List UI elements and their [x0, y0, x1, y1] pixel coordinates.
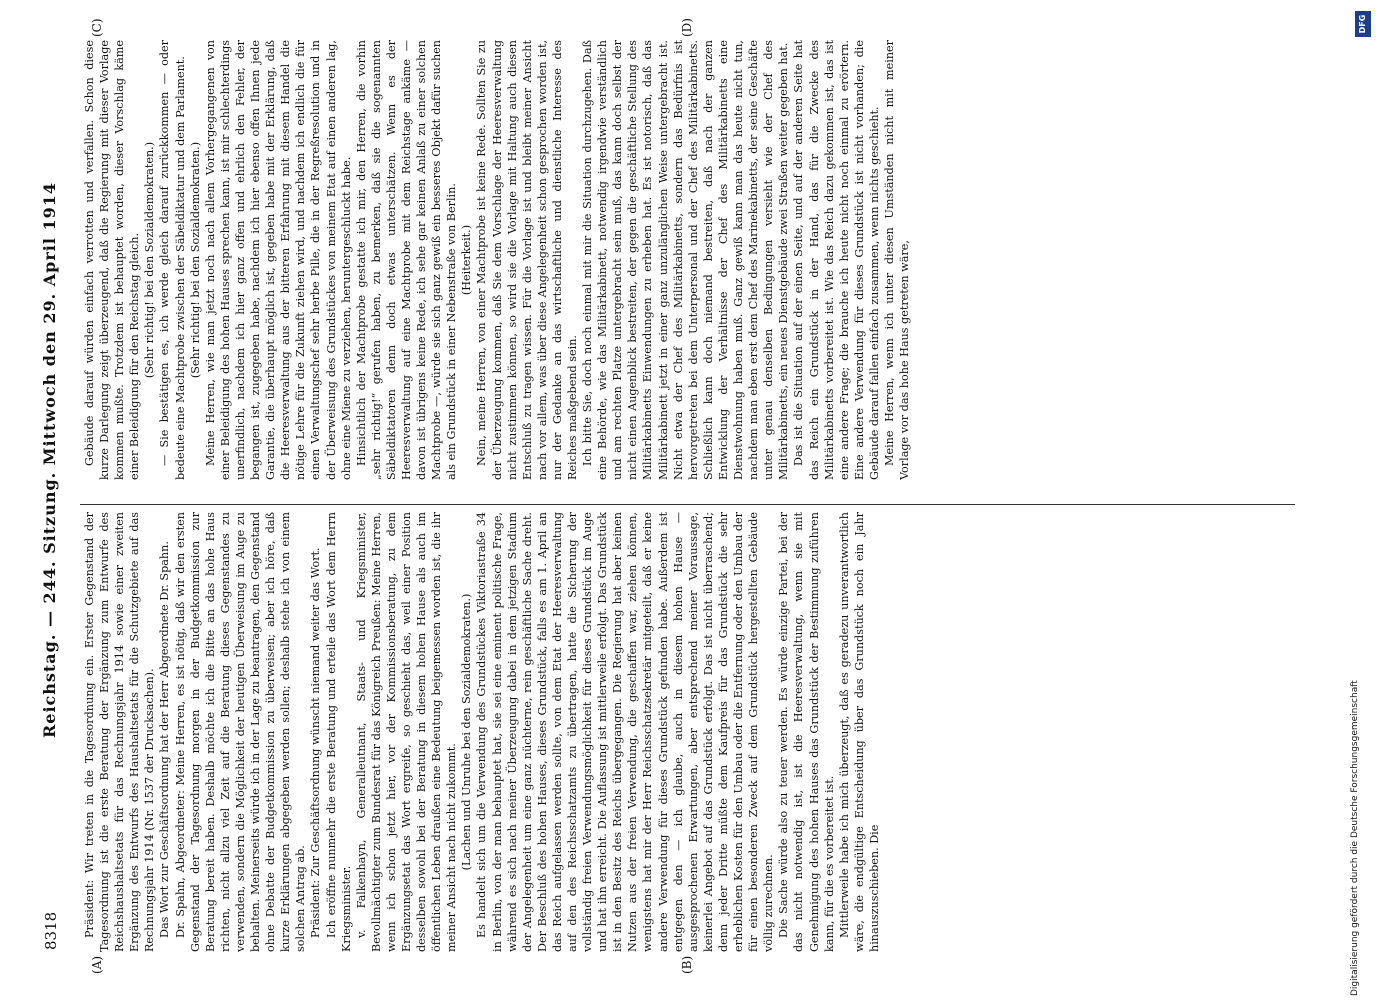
- paragraph: Gebäude darauf würden einfach verrotten und verfallen. Schon diese kurze Darlegung zeigt überzeugend, daß die Regierung mit dieser Vorlage kommen mußte. Trotzdem ist behauptet worden, dieser Vorschlag käme einer Beleidigung für den Reichstag gleich.: [83, 40, 142, 480]
- paragraph: Nein, meine Herren, von einer Machtprobe ist keine Rede. Sollten Sie zu der Überzeugung kommen, daß Sie dem Vorschlage der Heeresverwaltung nicht zustimmen können, so wird sie die Vorlage mit Haltung auch diesen Entschluß zu tragen wissen. Für die Vorlage ist und bleibt meiner Ansicht nach vor allem, was über diese Angelegenheit schon gesprochen worden ist, nur der Gedanke an das wirtschaftliche und dienstliche Interesse des Reiches maßgebend sein.: [475, 40, 579, 480]
- paragraph: (Sehr richtig! bei den Sozialdemokraten.): [143, 141, 157, 379]
- paragraph: Das Wort zur Geschäftsordnung hat der Herr Abgeordnete Dr. Spahn.: [158, 541, 172, 938]
- paragraph: Hinsichtlich der Machtprobe gestatte ich mir, den Herren, die vorhin „sehr richtig!“ gerufen haben, zu bemerken, daß sie die sogenannten Säbeldiktatoren denn doch etwas unterschätzen. Wenn es der Heeresverwaltung auf eine Machtprobe mit dem Reichstage ankäme — davon ist übrigens keine Rede, ich sehe gar keinen Anlaß zu einer solchen Machtprobe —, würde sie sich ganz gewiß ein besseres Objekt dafür suchen als ein Grundstück in einer Nebenstraße von Berlin.: [354, 40, 459, 480]
- paragraph: (Sehr richtig! bei den Sozialdemokraten.): [188, 141, 202, 379]
- running-title: Reichstag. — 244. Sitzung. Mittwoch den 29. April 1914: [40, 181, 59, 739]
- paragraph: Dr. Spahn, Abgeordneter: Meine Herren, es ist nötig, daß wir den ersten Gegenstand der Tagesordnung morgen in der Budgetkommission zur Beratung bereit haben. Deshalb möchte ich die Bitte an das hohe Haus richten, nicht allzu viel Zeit auf die Beratung dieses Gegenstandes zu verwenden, sondern die Möglichkeit der heutigen Überweisung im Auge zu behalten. Meinerseits würde ich in der Lage zu beantragen, den Gegenstand ohne Debatte der Budgetkommission zu überweisen; aber ich höre, daß kurze Erklärungen abgegeben werden sollen; deshalb stehe ich von einem solchen Antrag ab.: [173, 512, 308, 952]
- margin-mark-c: (C): [90, 18, 104, 37]
- paragraph: Meine Herren, wie man jetzt noch nach allem Vorhergegangenen von einer Beleidigung des hohen Hauses sprechen kann, ist mir schlechterdings unerfindlich, nachdem ich hier ganz offen und ehrlich den Fehler, der begangen ist, zugegeben habe, nachdem ich hier ebenso offen Ihnen jede Garantie, die überhaupt möglich ist, gegeben habe mit der Erklärung, daß die Heeresverwaltung aus der bitteren Erfahrung mit diesem Handel die nötige Lehre für die Zukunft ziehen wird, und nachdem ich endlich die für einen Verwaltungschef sehr herbe Pille, die in der Regreßresolution und in der Überweisung des Grundstückes von meinem Etat auf einen anderen lag, ohne eine Miene zu verziehen, heruntergeschluckt habe.: [203, 40, 353, 480]
- paragraph: Präsident: Zur Geschäftsordnung wünscht niemand weiter das Wort.: [309, 547, 323, 938]
- margin-mark-b: (B): [680, 955, 694, 974]
- margin-mark-d: (D): [680, 18, 694, 37]
- paragraph: (Lachen und Unruhe bei den Sozialdemokraten.): [460, 593, 474, 871]
- dfg-logo: DFG: [1355, 11, 1371, 37]
- paragraph: Mittlerweile habe ich mich überzeugt, daß es geradezu unverantwortlich wäre, die endgültige Entscheidung über das Grundstück noch ein Jahr hinauszuschieben. Die: [837, 512, 881, 952]
- paragraph: Ich eröffne nunmehr die erste Beratung und erteile das Wort dem Herrn Kriegsminister.: [324, 512, 353, 952]
- digitization-note: Digitalisierung gefördert durch die Deutsche Forschungsgemeinschaft: [1350, 680, 1360, 996]
- paragraph: — Sie bestätigen es, ich werde gleich darauf zurückkommen — oder bedeute eine Machtprobe zwischen der Säbeldiktatur und dem Parlament.: [158, 40, 187, 480]
- right-column: [82, 40, 1297, 480]
- paragraph: Präsident: Wir treten in die Tagesordnung ein. Erster Gegenstand der Tagesordnung ist die erste Beratung der Ergänzung zum Entwurfe des Reichshaushaltsetats für das Rechnungsjahr 1914 sowie einer zweiten Ergänzung des Entwurfs des Haushaltsetats für die Schutzgebiete auf das Rechnungsjahr 1914 (Nr. 1537 der Drucksachen).: [83, 512, 157, 952]
- paragraph: Die Sache würde also zu teuer werden. Es würde einzige Partei, bei der das nicht notwendig ist, ist die Heeresverwaltung, wenn sie mit Genehmigung des hohen Hauses das Grundstück der Bestimmung zuführen kann, für die es vorbereitet ist.: [777, 512, 836, 952]
- column-divider: [80, 504, 1295, 505]
- paragraph: Es handelt sich um die Verwendung des Grundstückes Viktoriastraße 34 in Berlin, von der man behauptet hat, sie sei eine eminent politische Frage, während es sich nach meiner Überzeugung dabei in dem jetzigen Stadium der Angelegenheit um eine ganz nüchterne, rein geschäftliche Sache dreht. Der Beschluß des hohen Hauses, dieses Grundstück, falls es am 1. April an das Reich aufgelassen werden sollte, von dem Etat der Heeresverwaltung auf den des Reichsschatzamts zu übertragen, hatte die Sicherung der vollständig freien Verwendungsmöglichkeit für dieses Grundstück im Auge und hat ihn erreicht. Die Auflassung ist mittlerweile erfolgt. Das Grundstück ist in den Besitz des Reichs übergegangen. Die Regierung hat aber keinen Nutzen aus der freien Verwendung, die geschaffen war, ziehen können, wenigstens hat mir der Herr Reichsschatzsekretär mitgeteilt, daß er keine andere Verwendung für dieses Grundstück gefunden habe. Außerdem ist entgegen den — ich glaube, auch in diesem hohen Hause — ausgesprochenen Erwartungen, aber entsprechend meiner Voraussage, keinerlei Angebot auf das Grundstück erfolgt. Das ist nicht überraschend; denn jeder Dritte müßte dem Kaufpreis für das Grundstück die sehr erheblichen Kosten für den Umbau oder die Entfernung oder den Umbau der für einen besonderen Zweck auf dem Grundstück hergestellten Gebäude völlig zurechnen.: [475, 512, 776, 952]
- paragraph: Meine Herren, wenn ich unter diesen Umständen nicht mit meiner Vorlage vor das hohe Haus getreten wäre,: [882, 40, 912, 480]
- page-header: [36, 40, 76, 960]
- paragraph: (Heiterkeit.): [460, 224, 474, 296]
- paragraph: v. Falkenhayn, Generalleutnant, Staats- und Kriegsminister, Bevollmächtigter zum Bundesrat für das Königreich Preußen: Meine Herren, wenn ich schon jetzt hier, vor der Kommissionsberatung, zu dem Ergänzungsetat das Wort ergreife, so geschieht das, weil einer Position desselben sowohl bei der Beratung in diesem hohen Hause als auch im öffentlichen Leben draußen eine Bedeutung beigemessen worden ist, die ihr meiner Ansicht nach nicht zukommt.: [354, 512, 459, 952]
- margin-mark-a: (A): [90, 955, 104, 974]
- paragraph: Das ist die Situation auf der einen Seite, und auf der anderen Seite hat das Reich ein Grundstück in der Hand, das für die Zwecke des Militärkabinetts vorbereitet ist. Wie das Reich dazu gekommen ist, das ist eine andere Frage; die brauche ich heute nicht noch einmal zu erörtern. Eine andere Verwendung für dieses Grundstück ist nicht vorhanden; die Gebäude darauf fallen einfach zusammen, wenn nichts geschieht.: [792, 40, 881, 480]
- left-column: [82, 512, 1297, 952]
- paragraph: Ich bitte Sie, doch noch einmal mit mir die Situation durchzugehen. Daß eine Behörde, wie das Militärkabinett, notwendig irgendwie verständlich und am rechten Platze untergebracht sein muß, das kann doch selbst der nicht einen Augenblick bestreiten, der gegen die geschäftliche Stellung des Militärkabinetts Einwendungen zu erheben hat. Es ist notorisch, daß das Militärkabinett jetzt in einer ganz unzulänglichen Weise untergebracht ist. Nicht etwa der Chef des Militärkabinetts, sondern das Bedürfnis ist hervorgetreten bei dem Unterpersonal und der Chef des Militärkabinetts. Schließlich kann doch niemand bestreiten, daß nach der ganzen Entwicklung der Verhältnisse der Chef des Militärkabinetts eine Dienstwohnung haben muß. Ganz gewiß kann man das heute nicht tun, nachdem man eben erst dem Chef des Marinekabinetts, der seine Geschäfte unter genau denselben Bedingungen versieht wie der Chef des Militärkabinetts, ein neues Dienstgebäude zwei Straßen weiter gegeben hat.: [581, 40, 791, 480]
- page-number: 8318: [42, 911, 60, 950]
